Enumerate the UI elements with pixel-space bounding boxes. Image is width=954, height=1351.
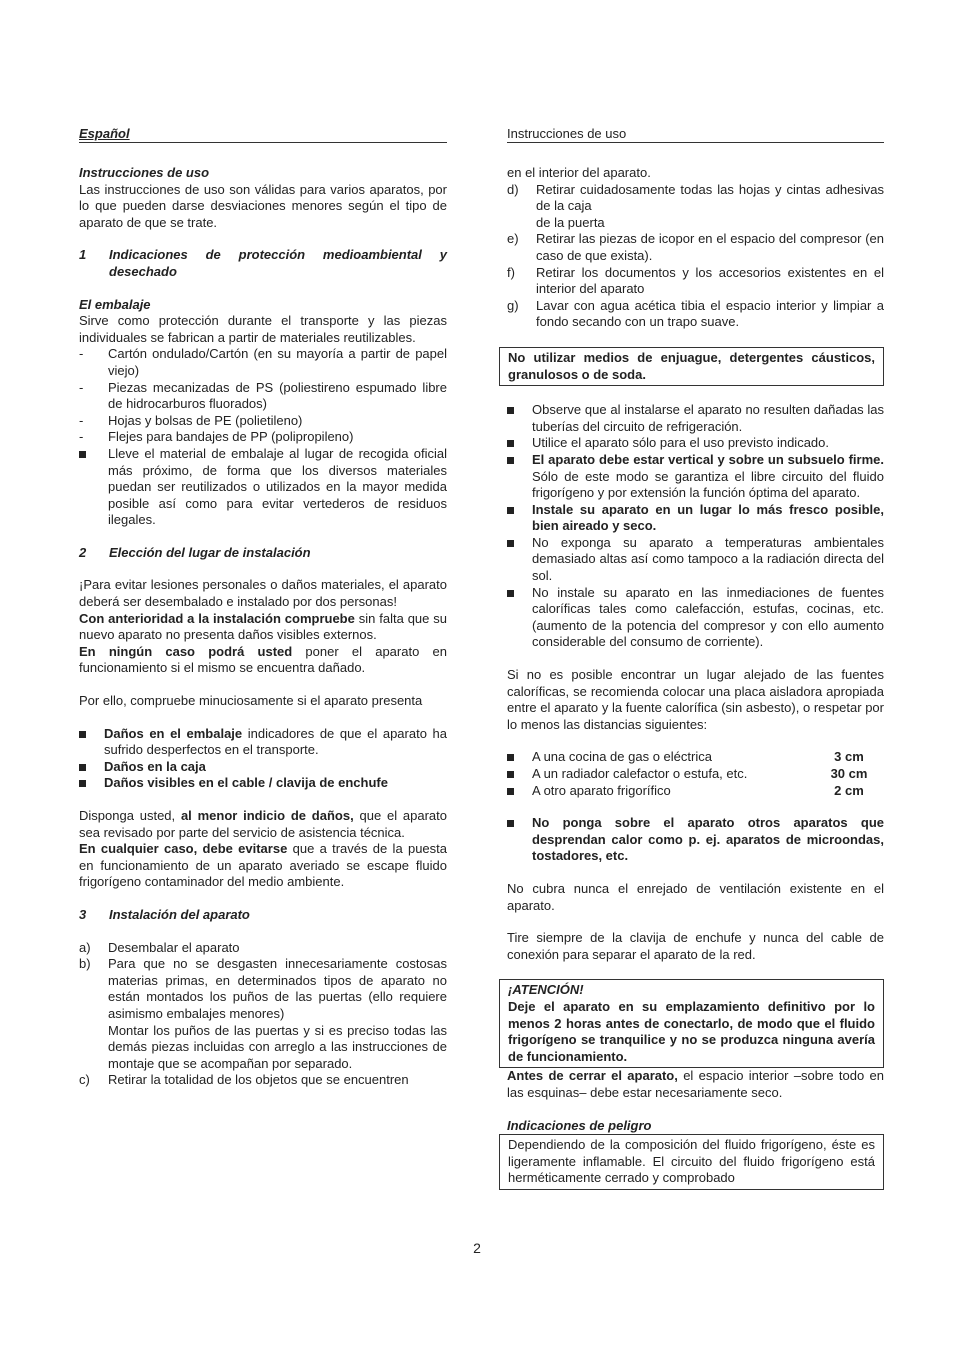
paragraph: En ningún caso podrá usted poner el aparato en funcionamiento si el mismo se encuentra dañado. [79, 643, 447, 676]
packaging-bullet [79, 446, 447, 529]
list-item: - Piezas mecanizadas de PS (poliestireno espumado libre de hidrocarburos fluorados) [79, 379, 447, 412]
section-1-heading: 1 Indicaciones de protección medioambiental y desechado [79, 247, 447, 279]
paragraph: Antes de cerrar el aparato, el espacio interior –sobre todo en las esquinas– debe estar necesariamente seco. [507, 1068, 884, 1100]
danger-title: Indicaciones de peligro [507, 1117, 652, 1133]
list-item: - Cartón ondulado/Cartón (en su mayoría a partir de papel viejo) [79, 346, 447, 378]
packaging-text: Sirve como protección durante el transporte y las piezas individuales se fabrican a partir de materiales reutilizables. [79, 313, 447, 345]
list-item: - Hojas y bolsas de PE (polietileno) [79, 412, 303, 428]
right-column [507, 126, 884, 1190]
attention-box [499, 979, 884, 1068]
left-column [79, 126, 447, 1089]
list-item: b) Para que no se desgasten innecesariamente costosas materias primas, en determinados tipos de aparato no están montados los puños de las puertas (ello requiere asimismo embalajes menores) Montar los puños de las puertas y si es preciso todas las demás piezas incluidas con arreglo a las instrucciones de montaje que se acompañan por separado. [79, 956, 447, 1071]
header-right [507, 126, 884, 143]
danger-box: Dependiendo de la composición del fluido frigorígeno, éste es ligeramente inflamable. El circuito del fluido frigorígeno está herméticamente cerrado y comprobado [499, 1134, 884, 1190]
installation-steps-continued [507, 182, 884, 331]
packaging-title: El embalaje [79, 296, 151, 312]
paragraph: No cubra nunca el enrejado de ventilación existente en el aparato. [507, 880, 884, 913]
list-item: d) Retirar cuidadosamente todas las hojas y cintas adhesivas de la caja de la puerta [507, 181, 884, 230]
list-item: A una cocina de gas o eléctrica 3 cm [507, 749, 884, 766]
list-item: A un radiador calefactor o estufa, etc. 30 cm [507, 766, 884, 783]
paragraph: Por ello, compruebe minuciosamente si el aparato presenta [79, 693, 423, 709]
installation-bullets [507, 402, 884, 651]
list-item: Utilice el aparato sólo para el uso previsto indicado. [507, 435, 884, 452]
installation-steps [79, 940, 447, 1089]
list-item: Observe que al instalarse el aparato no resulten dañadas las tuberías del circuito de refrigeración. [507, 402, 884, 435]
intro-text: Las instrucciones de uso son válidas para varios aparatos, por lo que pueden darse desviaciones menores según el tipo de aparato de que se trate. [79, 181, 447, 230]
list-item: Daños en el embalaje indicadores de que el aparato ha sufrido desperfectos en el transporte. [79, 726, 447, 759]
list-item: Daños en la caja [79, 759, 447, 776]
section-3-heading: 3 Instalación del aparato [79, 906, 250, 922]
paragraph: En cualquier caso, debe evitarse que a través de la puesta en funcionamiento de un aparato averiado se escape fluido frigorígeno contaminador del medio ambiente. [79, 841, 447, 890]
list-item: Daños visibles en el cable / clavija de enchufe [79, 775, 447, 792]
attention-title: ¡ATENCIÓN! [508, 982, 584, 998]
list-item: c) Retirar la totalidad de los objetos que se encuentren [79, 1072, 409, 1088]
header-left [79, 126, 447, 143]
section-title: Instrucciones de uso [79, 165, 210, 180]
attention-text: Deje el aparato en su emplazamiento definitivo por lo menos 2 horas antes de conectarlo, de modo que el fluido frigorígeno se tranquilice y no se produzca ninguna avería de funcionamiento. [508, 998, 875, 1064]
list-item: a) Desembalar el aparato [79, 939, 240, 955]
paragraph: en el interior del aparato. [507, 165, 651, 180]
list-item: No ponga sobre el aparato otros aparatos que desprendan calor como p. ej. aparatos de microondas, tostadores, etc. [507, 815, 884, 865]
packaging-materials-list [79, 346, 447, 446]
paragraph: Tire siempre de la clavija de enchufe y nunca del cable de conexión para separar el aparato de la red. [507, 930, 884, 962]
list-item: Lleve el material de embalaje al lugar de recogida oficial más próximo, de forma que los diversos materiales puedan ser reutilizados o utilizados en la mayor medida posible así como para evitar vertederos de residuos ilegales. [79, 446, 447, 529]
paragraph: ¡Para evitar lesiones personales o daños materiales, el aparato deberá ser desembalado e instalado por dos personas! [79, 577, 447, 610]
page-number: 2 [473, 1240, 481, 1256]
warning-box: No utilizar medios de enjuague, detergentes cáusticos, granulosos o de soda. [499, 347, 884, 386]
list-item: e) Retirar las piezas de icopor en el espacio del compresor (en caso de que exista). [507, 231, 884, 263]
paragraph: Disponga usted, al menor indicio de daños, que el aparato sea revisado por parte del servicio de asistencia técnica. [79, 808, 447, 840]
damage-list [79, 726, 447, 792]
list-item: Instale su aparato en un lugar lo más fresco posible, bien aireado y seco. [507, 502, 884, 535]
paragraph: Con anterioridad a la instalación compruebe sin falta que su nuevo aparato no presenta daños visibles externos. [79, 610, 447, 643]
list-item: - Flejes para bandajes de PP (polipropileno) [79, 429, 354, 445]
list-item: No instale su aparato en las inmediaciones de fuentes caloríficas tales como calefacción, estufas, cocinas, etc. (aumento de la potencia del compresor y con ello aumento considerable del consumo de corriente). [507, 585, 884, 651]
document-title: Instrucciones de uso [507, 126, 627, 141]
paragraph: Si no es posible encontrar un lugar alejado de las fuentes caloríficas, se recomienda colocar una placa aisladora apropiada entre el aparato y la fuente calorífica (sin asbesto), o respetar por lo menos las distancias siguientes: [507, 667, 884, 732]
list-item: A otro aparato frigorífico 2 cm [507, 783, 884, 800]
list-item: No exponga su aparato a temperaturas ambientales demasiado altas así como tampoco a la radiación directa del sol. [507, 535, 884, 585]
section-2-heading: 2 Elección del lugar de instalación [79, 544, 311, 560]
heat-warning [507, 815, 884, 865]
list-item: El aparato debe estar vertical y sobre un subsuelo firme. Sólo de este modo se garantiza el libre circuito del fluido frigorígeno y por extensión la función óptima del aparato. [507, 452, 884, 502]
list-item: f) Retirar los documentos y los accesorios existentes en el interior del aparato [507, 264, 884, 297]
language-label: Español [79, 126, 130, 141]
distance-list [507, 749, 884, 799]
list-item: g) Lavar con agua acética tibia el espacio interior y limpiar a fondo secando con un trapo suave. [507, 297, 884, 330]
